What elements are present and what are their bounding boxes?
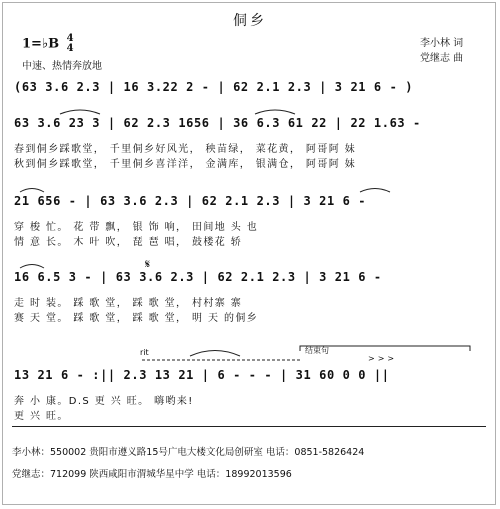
lyric-row-5-verse-2: 更 兴 旺。	[14, 411, 69, 422]
composer-credit: 党继志 曲	[420, 53, 464, 64]
slur	[360, 189, 390, 193]
notation-row-1: (63 3.6 2.3 | 16 3.22 2 - | 62 2.1 2.3 | 3 21 6 - )	[14, 80, 414, 94]
notation-row-5: 13 21 6 - :|| 2.3 13 21 | 6 - - - | 31 60 0 0 ||	[14, 368, 390, 382]
rit-mark: rit	[140, 348, 149, 357]
notation-row-3: 21 656 - | 63 3.6 2.3 | 62 2.1 2.3 | 3 21 6 -	[14, 194, 367, 208]
footer-divider	[12, 426, 486, 427]
time-top: 4	[66, 33, 74, 44]
slur	[255, 110, 295, 114]
key-label: 1=♭B	[22, 36, 60, 52]
ending-label: 结束句	[305, 346, 329, 355]
notation-row-2: 63 3.6 23 3 | 62 2.3 1656 | 36 6.3 61 22 | 22 1.63 -	[14, 116, 421, 130]
slur	[60, 110, 100, 114]
accent-marks: >>>	[368, 354, 398, 363]
lyric-row-5-verse-1: 奔 小 康。D.S 更 兴 旺。 嗨哟来!	[14, 396, 194, 407]
lyric-row-3-verse-2: 情 意 长。 木 叶 吹， 琵 琶 唱， 鼓楼花 轿	[14, 237, 243, 248]
lyric-row-2-verse-2: 秋到侗乡踩歌堂， 千里侗乡喜洋洋， 金满库， 银满仓， 阿哥阿 妹	[14, 159, 357, 170]
segno-mark: 𝄋	[145, 257, 151, 271]
lyric-row-4-verse-1: 走 时 装。 踩 歌 堂， 踩 歌 堂， 村村寨 寨	[14, 298, 243, 309]
notation-row-4: 16 6.5 3 - | 63 3.6 2.3 | 62 2.1 2.3 | 3 21 6 -	[14, 270, 382, 284]
time-bottom: 4	[66, 43, 74, 54]
slur	[20, 265, 44, 269]
ending-bracket	[300, 346, 470, 351]
footer-line-2: 党继志：712099 陕西咸阳市渭城华星中学 电话：18992013596	[12, 469, 292, 480]
lyric-row-4-verse-2: 赛 天 堂。 踩 歌 堂， 踩 歌 堂， 明 天 的侗乡	[14, 313, 259, 324]
song-title: 侗乡	[233, 13, 267, 29]
lyricist-credit: 李小林 词	[420, 38, 464, 49]
tempo-marking: 中速、热情奔放地	[22, 61, 102, 72]
lyric-row-2-verse-1: 春到侗乡踩歌堂， 千里侗乡好风光， 秧苗绿， 菜花黄， 阿哥阿 妹	[14, 144, 357, 155]
slur	[190, 351, 240, 357]
lyric-row-3-verse-1: 穿 梭 忙。 花 带 飘， 银 饰 响， 田间地 头 也	[14, 222, 259, 233]
slur	[20, 189, 44, 193]
footer-line-1: 李小林：550002 贵阳市遵义路15号广电大楼文化局创研室 电话：0851-5826424	[12, 447, 365, 458]
